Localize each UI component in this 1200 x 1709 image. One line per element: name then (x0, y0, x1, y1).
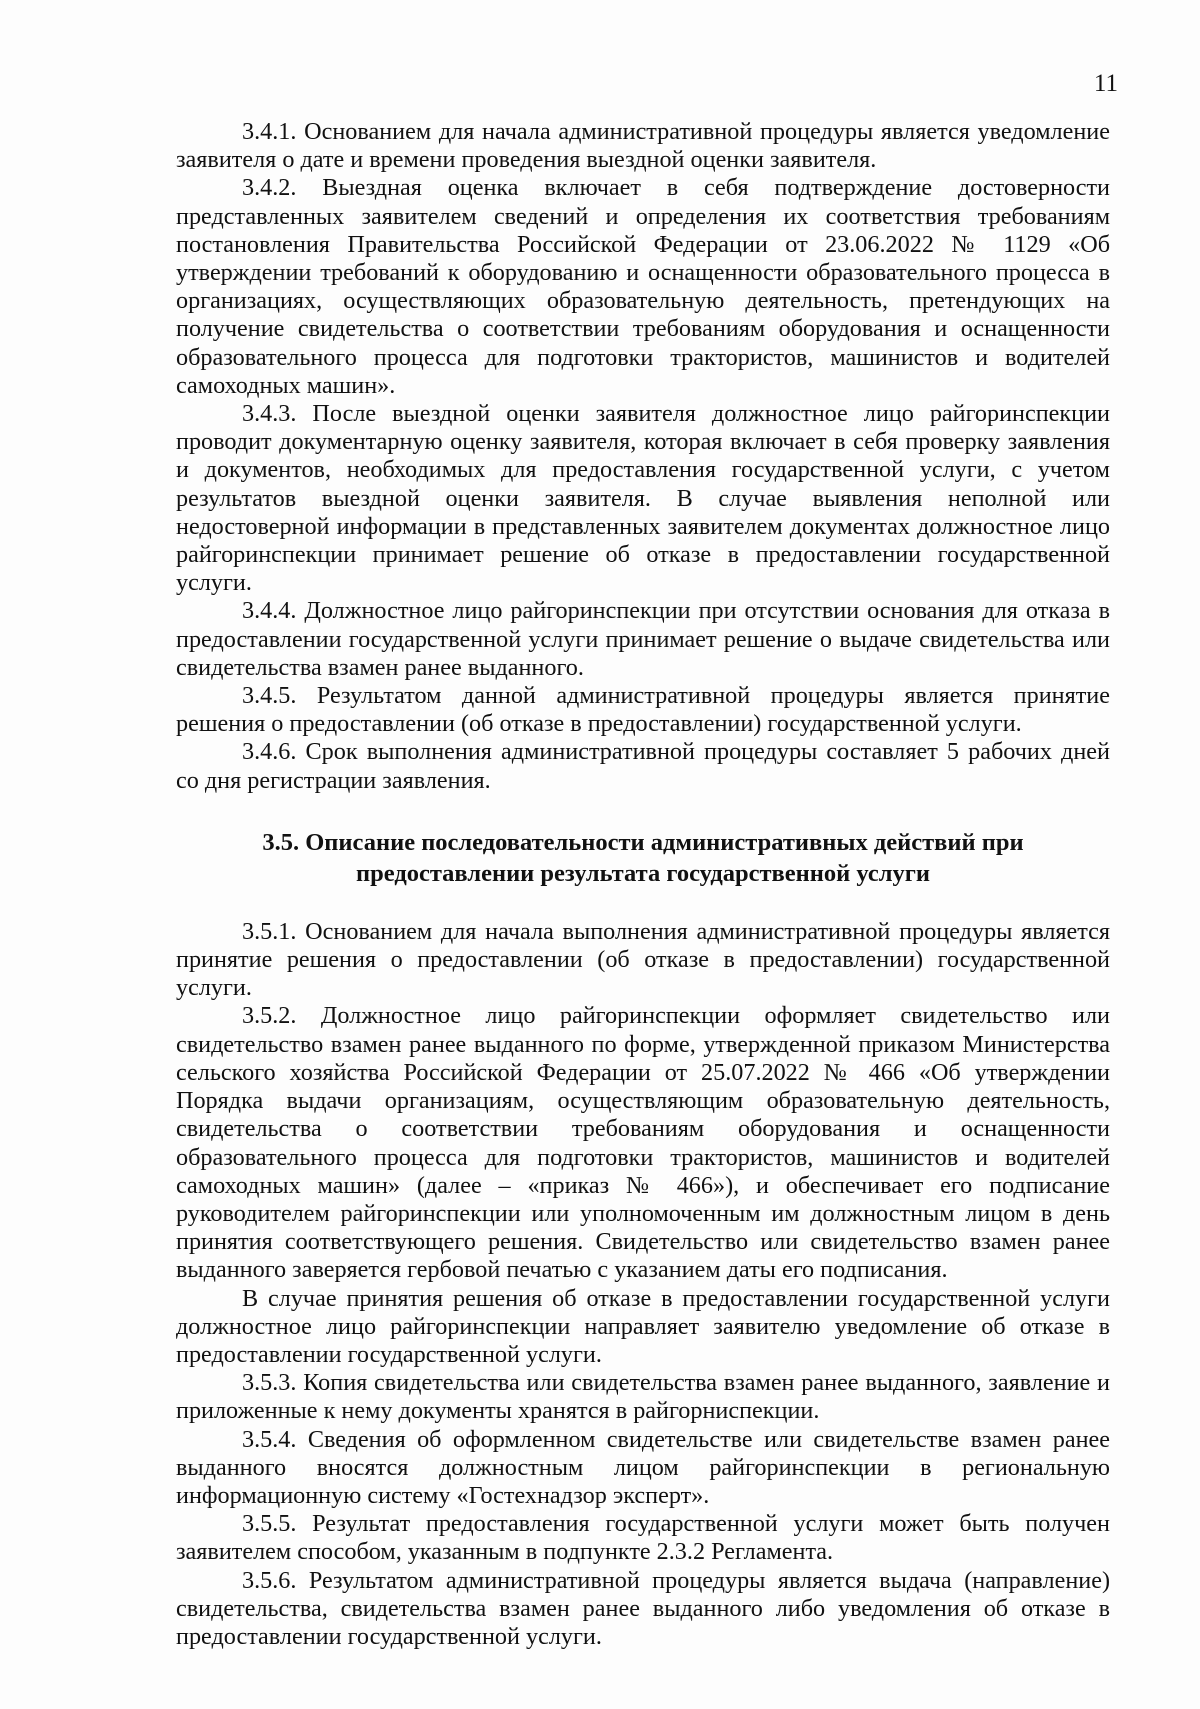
paragraph-3-5-4: 3.5.4. Сведения об оформленном свидетельстве или свидетельстве взамен ранее выданного вносятся должностным лицом райгоринспекции в региональную информационную систему «Гостехнадзор эксперт». (176, 1425, 1110, 1509)
section-heading-3-5 (176, 827, 1110, 889)
paragraph-3-4-6: 3.4.6. Срок выполнения административной процедуры составляет 5 рабочих дней со дня регистрации заявления. (176, 738, 1110, 794)
paragraph-3-4-1: 3.4.1. Основанием для начала административной процедуры является уведомление заявителя о дате и времени проведения выездной оценки заявителя. (176, 118, 1110, 174)
section-heading-line-2: предоставлении результата государственной услуги (356, 859, 930, 887)
paragraph-refusal: В случае принятия решения об отказе в предоставлении государственной услуги должностное лицо райгоринспекции направляет заявителю уведомление об отказе в предоставлении государственной услуги. (176, 1284, 1110, 1368)
document-body (176, 118, 1110, 1651)
paragraph-3-5-6: 3.5.6. Результатом административной процедуры является выдача (направление) свидетельства, свидетельства взамен ранее выданного либо уведомления об отказе в предоставлении государственной услуги. (176, 1566, 1110, 1650)
paragraph-3-4-5: 3.4.5. Результатом данной административной процедуры является принятие решения о предоставлении (об отказе в предоставлении) государственной услуги. (176, 682, 1110, 738)
paragraph-3-5-5: 3.5.5. Результат предоставления государственной услуги может быть получен заявителем способом, указанным в подпункте 2.3.2 Регламента. (176, 1510, 1110, 1566)
paragraph-3-4-3: 3.4.3. После выездной оценки заявителя должностное лицо райгоринспекции проводит документарную оценку заявителя, которая включает в себя проверку заявления и документов, необходимых для предоставления государственной услуги, с учетом результатов выездной оценки заявителя. В случае выявления неполной или недостоверной информации в представленных заявителем документах должностное лицо райгоринспекции принимает решение об отказе в предоставлении государственной услуги. (176, 400, 1110, 597)
paragraph-3-5-3: 3.5.3. Копия свидетельства или свидетельства взамен ранее выданного, заявление и приложенные к нему документы хранятся в райгорниспекции. (176, 1369, 1110, 1425)
paragraph-3-5-2: 3.5.2. Должностное лицо райгоринспекции оформляет свидетельство или свидетельство взамен ранее выданного по форме, утвержденной приказом Министерства сельского хозяйства Российской Федерации от 25.07.2022 № 466 «Об утверждении Порядка выдачи организациям, осуществляющим образовательную деятельность, свидетельства о соответствии требованиям оборудования и оснащенности образовательного процесса для подготовки трактористов, машинистов и водителей самоходных машин» (далее – «приказ № 466»), и обеспечивает его подписание руководителем райгоринспекции или уполномоченным им должностным лицом в день принятия соответствующего решения. Свидетельство или свидетельство взамен ранее выданного заверяется гербовой печатью с указанием даты его подписания. (176, 1002, 1110, 1284)
paragraph-3-4-4: 3.4.4. Должностное лицо райгоринспекции при отсутствии основания для отказа в предоставлении государственной услуги принимает решение о выдаче свидетельства или свидетельства взамен ранее выданного. (176, 597, 1110, 681)
paragraph-3-5-1: 3.5.1. Основанием для начала выполнения административной процедуры является принятие решения о предоставлении (об отказе в предоставлении) государственной услуги. (176, 917, 1110, 1002)
paragraph-3-4-2: 3.4.2. Выездная оценка включает в себя подтверждение достоверности представленных заявителем сведений и определения их соответствия требованиям постановления Правительства Российской Федерации от 23.06.2022 № 1129 «Об утверждении требований к оборудованию и оснащенности образовательного процесса в организациях, осуществляющих образовательную деятельность, претендующих на получение свидетельства о соответствии требованиям оборудования и оснащенности образовательного процесса для подготовки трактористов, машинистов и водителей самоходных машин». (176, 174, 1110, 399)
section-heading-line-1: 3.5. Описание последовательности административных действий при (262, 828, 1024, 856)
page-number: 11 (1093, 70, 1118, 97)
